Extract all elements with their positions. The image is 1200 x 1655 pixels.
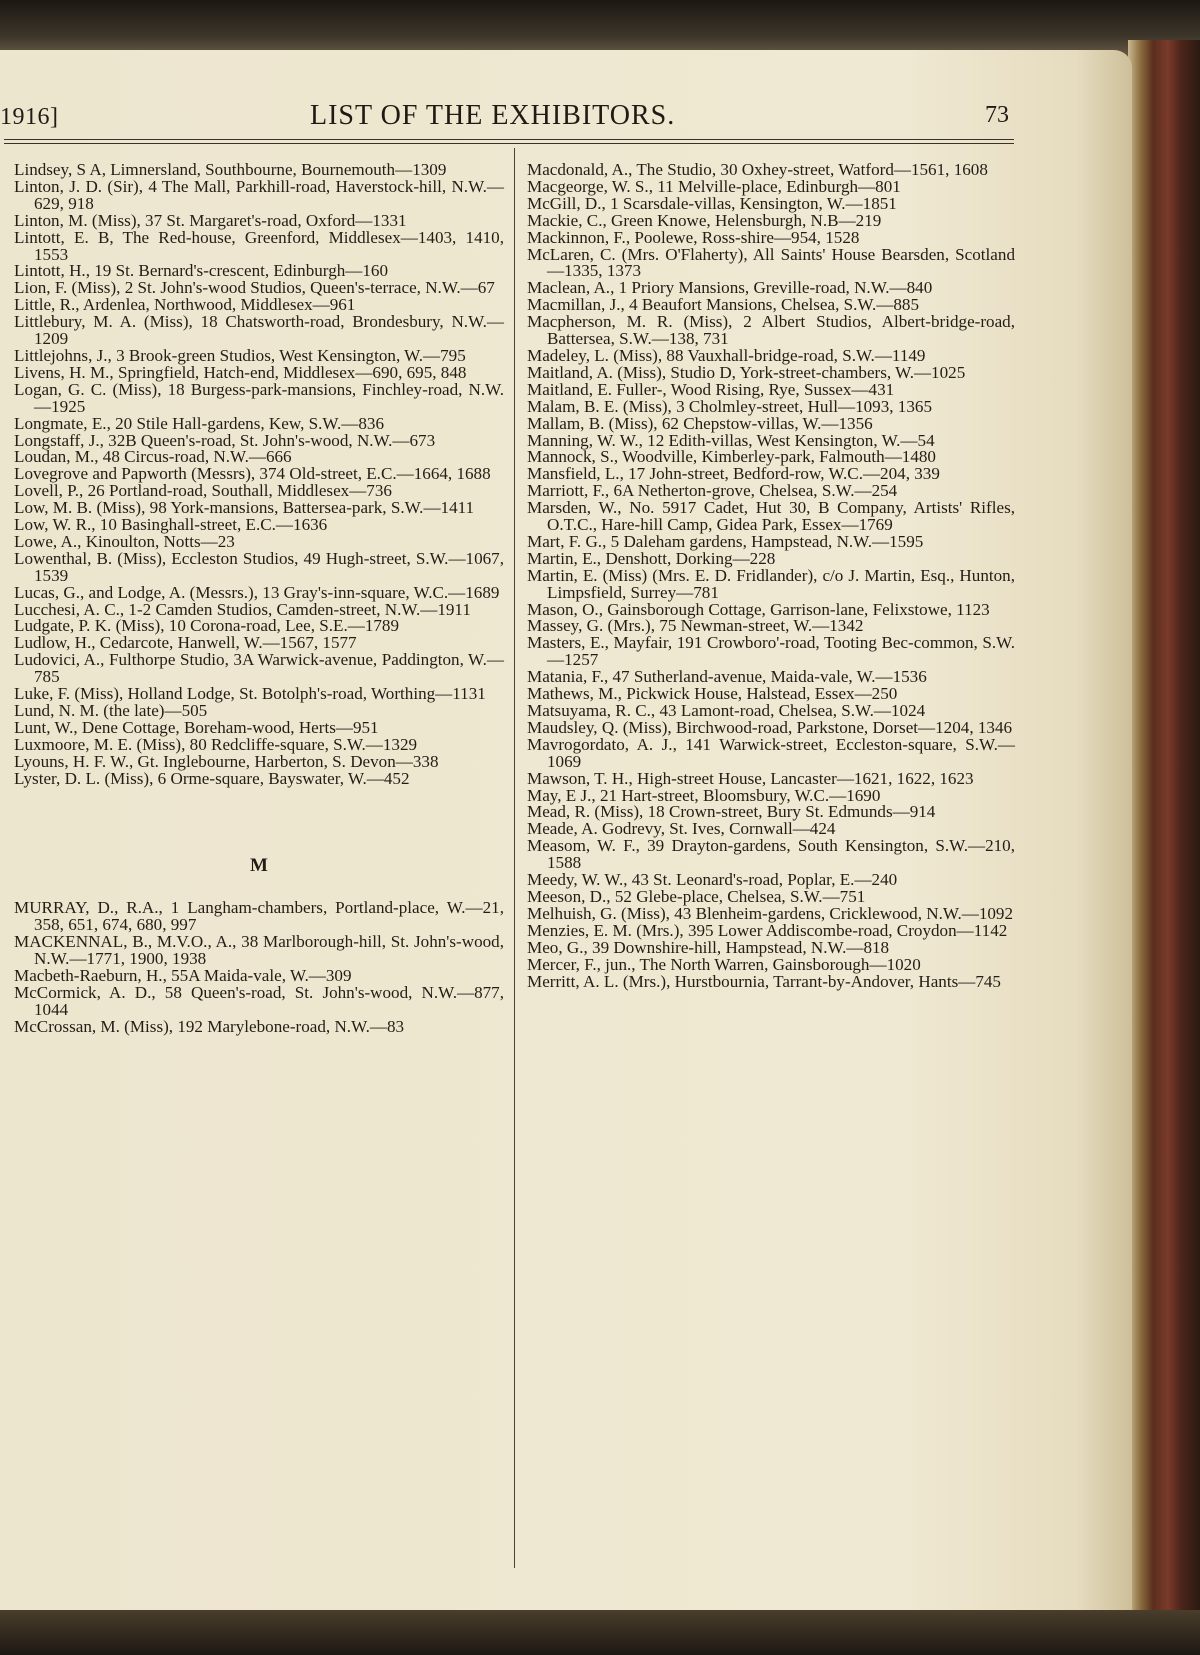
exhibitor-entry: Malam, B. E. (Miss), 3 Cholmley-street, Hull—1093, 1365 xyxy=(527,396,932,416)
exhibitor-entry: Maclean, A., 1 Priory Mansions, Greville-road, N.W.—840 xyxy=(527,278,933,298)
exhibitor-entry: Marsden, W., No. 5917 Cadet, Hut 30, B Company, Artists' Rifles, O.T.C., Hare-hill Camp, Gidea Park, Essex—1769 xyxy=(527,498,1015,535)
exhibitor-entry: Matsuyama, R. C., 43 Lamont-road, Chelsea, S.W.—1024 xyxy=(527,701,926,720)
exhibitor-entry: Mansfield, L., 17 John-street, Bedford-row, W.C.—204, 339 xyxy=(527,464,940,484)
page-header xyxy=(0,100,1015,136)
exhibitor-entry: Melhuish, G. (Miss), 43 Blenheim-gardens, Cricklewood, N.W.—1092 xyxy=(527,903,1014,923)
exhibitor-entry: Martin, E., Denshott, Dorking—228 xyxy=(527,548,776,568)
exhibitor-entry: Maitland, E. Fuller-, Wood Rising, Rye, Sussex—431 xyxy=(527,379,895,399)
exhibitor-entry: Mason, O., Gainsborough Cottage, Garrison-lane, Felixstowe, 1123 xyxy=(527,599,990,619)
exhibitor-entry: Massey, G. (Mrs.), 75 Newman-street, W.—1342 xyxy=(527,616,864,636)
exhibitor-entry: Lintott, E. B, The Red-house, Greenford, Middlesex—1403, 1410, 1553 xyxy=(14,227,504,264)
exhibitor-entry: Lund, N. M. (the late)—505 xyxy=(14,701,208,720)
exhibitor-entry: Marriott, F., 6A Netherton-grove, Chelsea, S.W.—254 xyxy=(527,481,898,501)
exhibitor-entry: Longstaff, J., 32B Queen's-road, St. John's-wood, N.W.—673 xyxy=(14,430,436,450)
header-year: 1916] xyxy=(0,104,59,130)
exhibitor-entry: Lowenthal, B. (Miss), Eccleston Studios, 49 Hugh-street, S.W.—1067, 1539 xyxy=(14,548,504,585)
header-rule-top xyxy=(4,139,1014,140)
exhibitor-entry: Manning, W. W., 12 Edith-villas, West Kensington, W.—54 xyxy=(527,430,935,450)
exhibitor-entry: Maitland, A. (Miss), Studio D, York-street-chambers, W.—1025 xyxy=(527,362,966,382)
exhibitor-entry: Menzies, E. M. (Mrs.), 395 Lower Addiscombe-road, Croydon—1142 xyxy=(527,920,1008,940)
exhibitor-entry: Mart, F. G., 5 Daleham gardens, Hampstead, N.W.—1595 xyxy=(527,531,924,551)
exhibitor-entry: Mackinnon, F., Poolewe, Ross-shire—954, 1528 xyxy=(527,227,860,247)
scan-bottom-edge xyxy=(0,1610,1200,1655)
exhibitor-entry: Little, R., Ardenlea, Northwood, Middlesex—961 xyxy=(14,295,356,315)
exhibitor-entry: Meeson, D., 52 Glebe-place, Chelsea, S.W.—751 xyxy=(527,886,866,906)
exhibitor-entry: Low, W. R., 10 Basinghall-street, E.C.—1636 xyxy=(14,515,328,535)
exhibitor-entry: Measom, W. F., 39 Drayton-gardens, South Kensington, S.W.—210, 1588 xyxy=(527,836,1015,873)
exhibitor-entry: Lowe, A., Kinoulton, Notts—23 xyxy=(14,531,235,551)
exhibitor-entry: Mavrogordato, A. J., 141 Warwick-street, Eccleston-square, S.W.—1069 xyxy=(527,734,1015,771)
exhibitor-entry: Mannock, S., Woodville, Kimberley-park, Falmouth—1480 xyxy=(527,447,936,467)
section-gap xyxy=(14,788,504,858)
exhibitor-entry: Mathews, M., Pickwick House, Halstead, Essex—250 xyxy=(527,684,898,704)
exhibitor-entry: McCormick, A. D., 58 Queen's-road, St. John's-wood, N.W.—877, 1044 xyxy=(14,982,504,1019)
exhibitor-entry: Lyster, D. L. (Miss), 6 Orme-square, Bayswater, W.—452 xyxy=(14,768,410,788)
left-column xyxy=(14,162,504,1036)
exhibitor-entry: Lucchesi, A. C., 1-2 Camden Studios, Camden-street, N.W.—1911 xyxy=(14,599,471,619)
exhibitor-entry: Macdonald, A., The Studio, 30 Oxhey-street, Watford—1561, 1608 xyxy=(527,160,988,179)
exhibitor-entry: MACKENNAL, B., M.V.O., A., 38 Marlborough-hill, St. John's-wood, N.W.—1771, 1900, 1938 xyxy=(14,932,504,969)
exhibitor-entry: Livens, H. M., Springfield, Hatch-end, Middlesex—690, 695, 848 xyxy=(14,362,467,382)
exhibitor-entry: Logan, G. C. (Miss), 18 Burgess-park-mansions, Finchley-road, N.W.—1925 xyxy=(14,379,504,416)
exhibitor-entry: Masters, E., Mayfair, 191 Crowboro'-road, Tooting Bec-common, S.W.—1257 xyxy=(527,633,1015,670)
exhibitor-entry: Longmate, E., 20 Stile Hall-gardens, Kew, S.W.—836 xyxy=(14,413,384,433)
exhibitor-entry: Meedy, W. W., 43 St. Leonard's-road, Poplar, E.—240 xyxy=(527,870,898,890)
header-rule-bottom xyxy=(4,143,1014,144)
exhibitor-entry: MURRAY, D., R.A., 1 Langham-chambers, Portland-place, W.—21, 358, 651, 674, 680, 997 xyxy=(14,898,504,935)
right-column xyxy=(527,162,1015,990)
exhibitor-entry: Merritt, A. L. (Mrs.), Hurstbournia, Tarrant-by-Andover, Hants—745 xyxy=(527,971,1001,991)
exhibitor-entry: Martin, E. (Miss) (Mrs. E. D. Fridlander), c/o J. Martin, Esq., Hunton, Limpsfield, Surrey—781 xyxy=(527,565,1015,602)
exhibitor-entry: May, E J., 21 Hart-street, Bloomsbury, W.C.—1690 xyxy=(527,785,881,805)
exhibitor-entry: Meade, A. Godrevy, St. Ives, Cornwall—424 xyxy=(527,819,836,839)
exhibitor-entry: McLaren, C. (Mrs. O'Flaherty), All Saints' House Bearsden, Scotland—1335, 1373 xyxy=(527,244,1015,281)
exhibitor-entry: Lovell, P., 26 Portland-road, Southall, Middlesex—736 xyxy=(14,481,392,501)
exhibitor-entry: Mead, R. (Miss), 18 Crown-street, Bury St. Edmunds—914 xyxy=(527,802,936,822)
exhibitor-entry: Linton, M. (Miss), 37 St. Margaret's-road, Oxford—1331 xyxy=(14,210,407,230)
exhibitor-entry: Littlebury, M. A. (Miss), 18 Chatsworth-road, Brondesbury, N.W.—1209 xyxy=(14,312,504,349)
exhibitor-entry: Madeley, L. (Miss), 88 Vauxhall-bridge-road, S.W.—1149 xyxy=(527,345,926,365)
section-gap xyxy=(14,874,504,900)
page-number: 73 xyxy=(985,102,1009,128)
exhibitor-entry: Lovegrove and Papworth (Messrs), 374 Old-street, E.C.—1664, 1688 xyxy=(14,464,491,484)
exhibitor-entry: Luke, F. (Miss), Holland Lodge, St. Botolph's-road, Worthing—1131 xyxy=(14,684,486,704)
exhibitor-entry: Ludgate, P. K. (Miss), 10 Corona-road, Lee, S.E.—1789 xyxy=(14,616,400,636)
exhibitor-entry: McCrossan, M. (Miss), 192 Marylebone-road, N.W.—83 xyxy=(14,1016,405,1036)
exhibitor-entry: Maudsley, Q. (Miss), Birchwood-road, Parkstone, Dorset—1204, 1346 xyxy=(527,717,1013,737)
exhibitor-entry: Ludovici, A., Fulthorpe Studio, 3A Warwick-avenue, Paddington, W.—785 xyxy=(14,650,504,687)
exhibitor-entry: Lucas, G., and Lodge, A. (Messrs.), 13 Gray's-inn-square, W.C.—1689 xyxy=(14,582,500,602)
column-divider xyxy=(514,148,515,1568)
exhibitor-entry: Macpherson, M. R. (Miss), 2 Albert Studios, Albert-bridge-road, Battersea, S.W.—138, 731 xyxy=(527,312,1015,349)
exhibitor-entry: Macbeth-Raeburn, H., 55A Maida-vale, W.—309 xyxy=(14,966,352,986)
page-title: LIST OF THE EXHIBITORS. xyxy=(310,100,676,131)
exhibitor-entry: Lyouns, H. F. W., Gt. Inglebourne, Harberton, S. Devon—338 xyxy=(14,751,439,771)
exhibitor-entry: Ludlow, H., Cedarcote, Hanwell, W.—1567, 1577 xyxy=(14,633,357,653)
exhibitor-entry: Linton, J. D. (Sir), 4 The Mall, Parkhill-road, Haverstock-hill, N.W.—629, 918 xyxy=(14,176,504,213)
exhibitor-entry: Luxmoore, M. E. (Miss), 80 Redcliffe-square, S.W.—1329 xyxy=(14,734,418,754)
section-letter: M xyxy=(250,854,268,876)
exhibitor-entry: Mallam, B. (Miss), 62 Chepstow-villas, W.—1356 xyxy=(527,413,873,433)
exhibitor-entry: Mawson, T. H., High-street House, Lancaster—1621, 1622, 1623 xyxy=(527,768,974,788)
exhibitor-entry: Lintott, H., 19 St. Bernard's-crescent, Edinburgh—160 xyxy=(14,261,389,281)
exhibitor-entry: Mercer, F., jun., The North Warren, Gainsborough—1020 xyxy=(527,954,921,974)
exhibitor-entry: Low, M. B. (Miss), 98 York-mansions, Battersea-park, S.W.—1411 xyxy=(14,498,475,518)
exhibitor-entry: Loudan, M., 48 Circus-road, N.W.—666 xyxy=(14,447,292,467)
exhibitor-entry: Meo, G., 39 Downshire-hill, Hampstead, N.W.—818 xyxy=(527,937,890,957)
exhibitor-entry: Macgeorge, W. S., 11 Melville-place, Edinburgh—801 xyxy=(527,176,901,196)
exhibitor-entry: Macmillan, J., 4 Beaufort Mansions, Chelsea, S.W.—885 xyxy=(527,295,920,315)
exhibitor-entry: Lindsey, S A, Limnersland, Southbourne, Bournemouth—1309 xyxy=(14,160,447,179)
book-binding xyxy=(1128,40,1200,1620)
exhibitor-entry: Lunt, W., Dene Cottage, Boreham-wood, Herts—951 xyxy=(14,717,379,737)
exhibitor-entry: Littlejohns, J., 3 Brook-green Studios, West Kensington, W.—795 xyxy=(14,345,466,365)
exhibitor-entry: Matania, F., 47 Sutherland-avenue, Maida-vale, W.—1536 xyxy=(527,667,927,687)
exhibitor-entry: McGill, D., 1 Scarsdale-villas, Kensington, W.—1851 xyxy=(527,193,897,213)
exhibitor-entry: Lion, F. (Miss), 2 St. John's-wood Studios, Queen's-terrace, N.W.—67 xyxy=(14,278,495,298)
exhibitor-entry: Mackie, C., Green Knowe, Helensburgh, N.B—219 xyxy=(527,210,882,230)
